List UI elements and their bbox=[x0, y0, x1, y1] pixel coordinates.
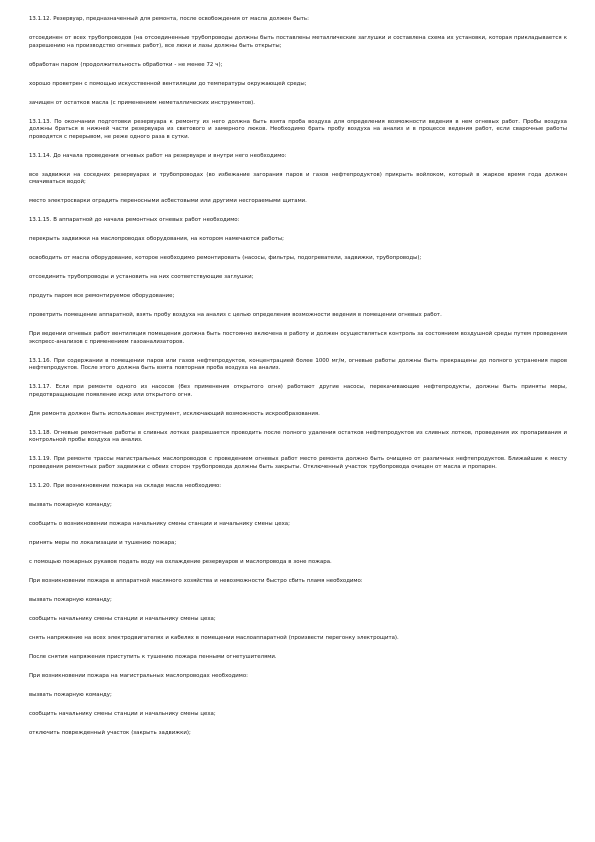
paragraph: место электросварки оградить переносными асбестовыми или другими несгораемыми щитами. bbox=[29, 198, 307, 205]
paragraph: отсоединен от всех трубопроводов (на отсоединенные трубопроводы должны быть поставлены металлические заглушки и составлена схема их установки, которая прикладывается к разрешению на производство огневых работ), все люки и лазы должны быть открыты; bbox=[29, 34, 567, 49]
paragraph: освободить от масла оборудование, которое необходимо ремонтировать (насосы, фильтры, подогреватели, задвижки, трубопроводы); bbox=[29, 255, 422, 262]
paragraph: 13.1.12. Резервуар, предназначенный для ремонта, после освобождения от масла должен быть: bbox=[29, 16, 309, 22]
paragraph: обработан паром (продолжительность обработки - не менее 72 ч); bbox=[29, 61, 223, 68]
paragraph: с помощью пожарных рукавов подать воду на охлаждение резервуаров и маслопровода в зоне пожара. bbox=[29, 558, 332, 565]
paragraph: продуть паром все ремонтируемое оборудование; bbox=[29, 293, 175, 300]
paragraph: снять напряжение на всех электродвигателях и кабелях в помещении маслоаппаратной (произвести перегонку электрощита). bbox=[29, 634, 399, 641]
paragraph: все задвижки на соседних резервуарах и трубопроводах (во избежание загорания паров и газов нефтепродуктов) прикрыть войлоком, который в жаркое время года должен смачиваться водой; bbox=[29, 171, 567, 186]
paragraph: вызвать пожарную команду; bbox=[29, 691, 112, 698]
paragraph: После снятия напряжения приступить к тушению пожара пенными огнетушителями. bbox=[29, 653, 277, 660]
paragraph: 13.1.20. При возникновении пожара на складе масла необходимо: bbox=[29, 483, 222, 490]
paragraph: перекрыть задвижки на маслопроводах оборудования, на котором намечаются работы; bbox=[29, 236, 284, 243]
paragraph: вызвать пожарную команду; bbox=[29, 502, 112, 508]
paragraph: хорошо проветрен с помощью искусственной вентиляции до температуры окружающей среды; bbox=[29, 80, 307, 87]
paragraph: отключить поврежденный участок (закрыть задвижки); bbox=[29, 729, 191, 736]
paragraph: 13.1.17. Если при ремонте одного из насосов (без применения открытого огня) работают другие насосы, перекачивающие нефтепродукты, должны быть приняты меры, предотвращающие появление искр или открытого огня. bbox=[29, 384, 567, 398]
paragraph: сообщить начальнику смены станции и начальнику смены цеха; bbox=[29, 615, 216, 622]
paragraph: сообщить начальнику смены станции и начальнику смены цеха; bbox=[29, 710, 216, 717]
paragraph: сообщить о возникновении пожара начальнику смены станции и начальнику смены цеха; bbox=[29, 520, 290, 527]
paragraph: вызвать пожарную команду; bbox=[29, 596, 112, 603]
paragraph: Для ремонта должен быть использован инструмент, исключающий возможность искрообразования. bbox=[29, 410, 320, 417]
paragraph: проветрить помещение аппаратной, взять пробу воздуха на анализ с целью определения возможности ведения в помещении огневых работ. bbox=[29, 312, 442, 319]
paragraph: При возникновении пожара в аппаратной масляного хозяйства и невозможности быстро сбить пламя необходимо: bbox=[29, 577, 363, 584]
paragraph: принять меры по локализации и тушению пожара; bbox=[29, 539, 177, 546]
paragraph: 13.1.16. При содержании в помещении паров или газов нефтепродуктов, концентрацией более 1000 мг/м, огневые работы должны быть прекращены до полного устранения паров нефтепродуктов. После этого должна быть взята повторная проба воздуха на анализ. bbox=[29, 357, 567, 372]
paragraph: 13.1.14. До начала проведения огневых работ на резервуаре и внутри него необходимо: bbox=[29, 152, 287, 159]
paragraph: отсоединить трубопроводы и установить на них соответствующие заглушки; bbox=[29, 274, 254, 281]
paragraph: зачищен от остатков масла (с применением неметаллических инструментов). bbox=[29, 99, 255, 106]
paragraph: При возникновении пожара на магистральных маслопроводах необходимо: bbox=[29, 672, 248, 679]
paragraph: 13.1.15. В аппаратной до начала ремонтных огневых работ необходимо: bbox=[29, 217, 240, 224]
paragraph: 13.1.18. Огневые ремонтные работы в сливных лотках разрешается проводить после полного удаления остатков нефтепродуктов из сливных лотков, проведения их пропаривания и контрольной пробы воздуха на анализ. bbox=[29, 429, 567, 444]
paragraph: 13.1.19. При ремонте трассы магистральных маслопроводов с проведением огневых работ место ремонта должно быть очищено от различных нефтепродуктов. Ближайшие к месту проведения ремонтных работ задвижки с обеих сторон трубопровода должны быть закрыты. Отключенный участок трубопровода очищен от масла и пропарен. bbox=[29, 456, 567, 471]
paragraph: 13.1.13. По окончании подготовки резервуара к ремонту из него должна быть взята проба воздуха для определения возможности ведения в нем огневых работ. Пробы воздуха должны браться в нижней части резервуара из светового и замерного люков. Необходимо брать пробу воздуха на анализ и в процессе ведения работ, если сварочные работы проводятся с перерывом, не реже одного раза в сутки. bbox=[29, 118, 567, 140]
paragraph: При ведении огневых работ вентиляция помещения должна быть постоянно включена в работу и должен осуществляться контроль за состоянием воздушной среды путем проведения экспресс-анализов с применением газоанализаторов. bbox=[29, 331, 567, 345]
